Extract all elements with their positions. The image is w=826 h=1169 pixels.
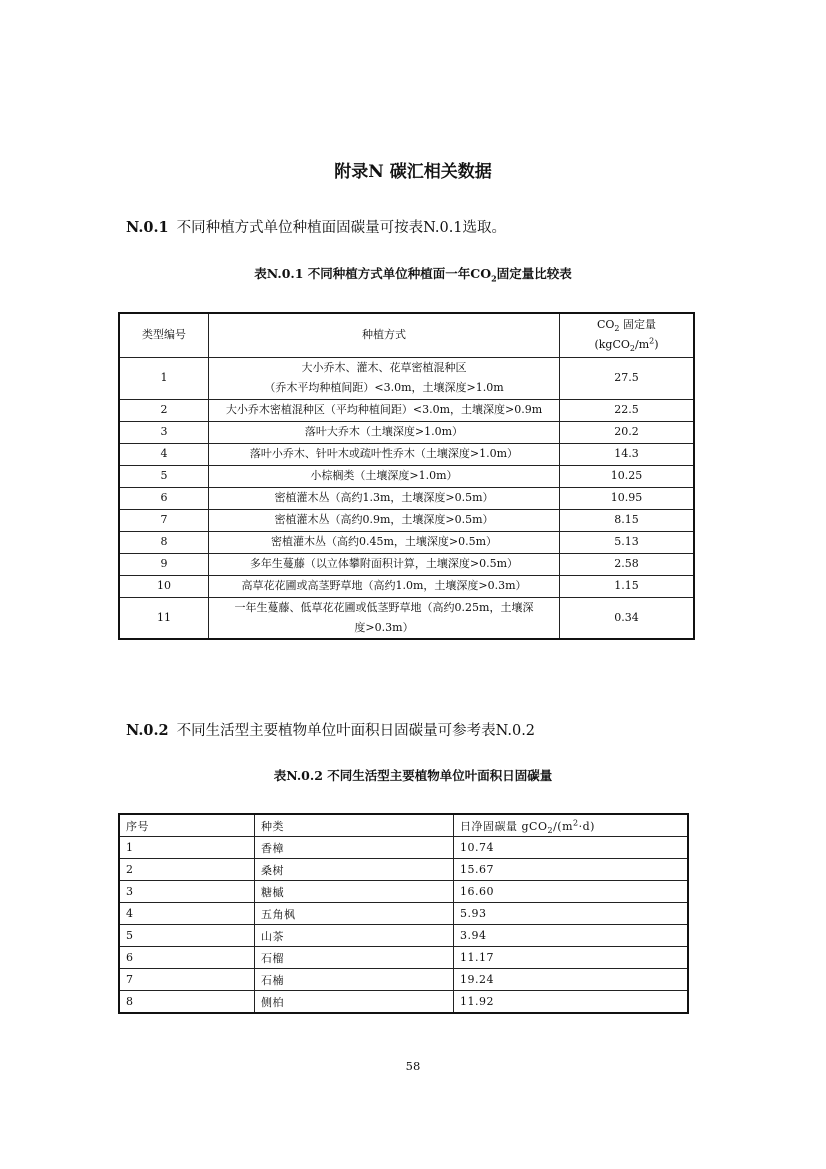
value-cell: 1.15 <box>560 575 695 597</box>
species-cell: 糖槭 <box>255 881 454 903</box>
method-cell: 落叶大乔木（土壤深度>1.0m） <box>209 421 560 443</box>
method-cell: 大小乔木、灌木、花草密植混种区 （乔木平均种植间距）<3.0m，土壤深度>1.0m <box>209 357 560 399</box>
table-row <box>119 991 688 1014</box>
table-row <box>119 859 688 881</box>
value-cell: 11.92 <box>454 991 689 1014</box>
species-cell: 侧柏 <box>255 991 454 1014</box>
value-cell: 11.17 <box>454 947 689 969</box>
value-cell: 10.95 <box>560 487 695 509</box>
caption-text: 固定量比较表 <box>496 266 572 281</box>
value-cell: 20.2 <box>560 421 695 443</box>
type-cell: 4 <box>119 443 209 465</box>
value-cell: 8.15 <box>560 509 695 531</box>
table2-caption: 表N.0.2 不同生活型主要植物单位叶面积日固碳量 <box>273 768 553 783</box>
type-cell: 2 <box>119 399 209 421</box>
type-cell: 3 <box>119 421 209 443</box>
type-cell: 8 <box>119 531 209 553</box>
seq-cell: 6 <box>119 947 255 969</box>
seq-cell: 5 <box>119 925 255 947</box>
value-cell: 2.58 <box>560 553 695 575</box>
header-method: 种植方式 <box>209 313 560 357</box>
species-cell: 石榴 <box>255 947 454 969</box>
type-cell: 1 <box>119 357 209 399</box>
type-cell: 5 <box>119 465 209 487</box>
table-row <box>119 903 688 925</box>
table-row <box>119 421 694 443</box>
header-type: 类型编号 <box>119 313 209 357</box>
species-cell: 香樟 <box>255 837 454 859</box>
caption-text: 表N.0.1 不同种植方式单位种植面一年CO <box>254 266 492 281</box>
method-cell: 密植灌木丛（高约0.9m，土壤深度>0.5m） <box>209 509 560 531</box>
type-cell: 11 <box>119 597 209 639</box>
method-cell: 密植灌木丛（高约0.45m，土壤深度>0.5m） <box>209 531 560 553</box>
header-value: 日净固碳量 $gCO_2/(m^2\cdot d)$ <box>454 814 689 837</box>
table-row <box>119 575 694 597</box>
clause-n01 <box>126 216 506 237</box>
daily-carbon-table <box>118 813 689 1014</box>
value-cell: 19.24 <box>454 969 689 991</box>
method-cell: 多年生蔓藤（以立体攀附面积计算，土壤深度>0.5m） <box>209 553 560 575</box>
method-cell: 高草花花圃或高茎野草地（高约1.0m，土壤深度>0.3m） <box>209 575 560 597</box>
seq-cell: 2 <box>119 859 255 881</box>
seq-cell: 3 <box>119 881 255 903</box>
type-cell: 7 <box>119 509 209 531</box>
table-row <box>119 443 694 465</box>
value-cell: 15.67 <box>454 859 689 881</box>
clause-number: N.0.2 <box>126 722 169 739</box>
page-number: 58 <box>405 1059 421 1073</box>
species-cell: 石楠 <box>255 969 454 991</box>
table-row <box>119 465 694 487</box>
value-cell: 5.13 <box>560 531 695 553</box>
value-cell: 5.93 <box>454 903 689 925</box>
species-cell: 桑树 <box>255 859 454 881</box>
table-row <box>119 925 688 947</box>
header-co2: $CO_2$ 固定量 $(kgCO_2/m^2)$ <box>560 313 695 357</box>
type-cell: 9 <box>119 553 209 575</box>
type-cell: 6 <box>119 487 209 509</box>
table-row <box>119 509 694 531</box>
table-row <box>119 399 694 421</box>
table-row <box>119 881 688 903</box>
value-cell: 16.60 <box>454 881 689 903</box>
table-row <box>119 597 694 639</box>
method-cell: 落叶小乔木、针叶木或疏叶性乔木（土壤深度>1.0m） <box>209 443 560 465</box>
carbon-fixation-table <box>118 312 695 640</box>
species-cell: 五角枫 <box>255 903 454 925</box>
table1-caption <box>0 264 826 282</box>
seq-cell: 8 <box>119 991 255 1014</box>
value-cell: 3.94 <box>454 925 689 947</box>
clause-number: N.0.1 <box>126 219 169 236</box>
seq-cell: 1 <box>119 837 255 859</box>
clause-n02 <box>126 719 535 740</box>
seq-cell: 7 <box>119 969 255 991</box>
table-row <box>119 837 688 859</box>
table-row <box>119 947 688 969</box>
value-cell: 0.34 <box>560 597 695 639</box>
clause-text: 不同生活型主要植物单位叶面积日固碳量可参考表N.0.2 <box>176 723 536 739</box>
clause-text: 不同种植方式单位种植面固碳量可按表N.0.1选取。 <box>176 220 507 236</box>
table-row <box>119 969 688 991</box>
method-cell: 小棕榈类（土壤深度>1.0m） <box>209 465 560 487</box>
table-row <box>119 357 694 399</box>
value-cell: 10.25 <box>560 465 695 487</box>
value-cell: 22.5 <box>560 399 695 421</box>
caption-subscript: 2 <box>491 273 497 284</box>
header-seq: 序号 <box>119 814 255 837</box>
seq-cell: 4 <box>119 903 255 925</box>
value-cell: 10.74 <box>454 837 689 859</box>
type-cell: 10 <box>119 575 209 597</box>
table-header-row <box>119 313 694 357</box>
method-cell: 一年生蔓藤、低草花花圃或低茎野草地（高约0.25m，土壤深 度>0.3m） <box>209 597 560 639</box>
method-cell: 大小乔木密植混种区（平均种植间距）<3.0m，土壤深度>0.9m <box>209 399 560 421</box>
species-cell: 山茶 <box>255 925 454 947</box>
value-cell: 14.3 <box>560 443 695 465</box>
value-cell: 27.5 <box>560 357 695 399</box>
table-row <box>119 487 694 509</box>
header-species: 种类 <box>255 814 454 837</box>
table-row <box>119 553 694 575</box>
method-cell: 密植灌木丛（高约1.3m，土壤深度>0.5m） <box>209 487 560 509</box>
table-header-row <box>119 814 688 837</box>
table-row <box>119 531 694 553</box>
page-title: 附录N 碳汇相关数据 <box>334 162 492 182</box>
